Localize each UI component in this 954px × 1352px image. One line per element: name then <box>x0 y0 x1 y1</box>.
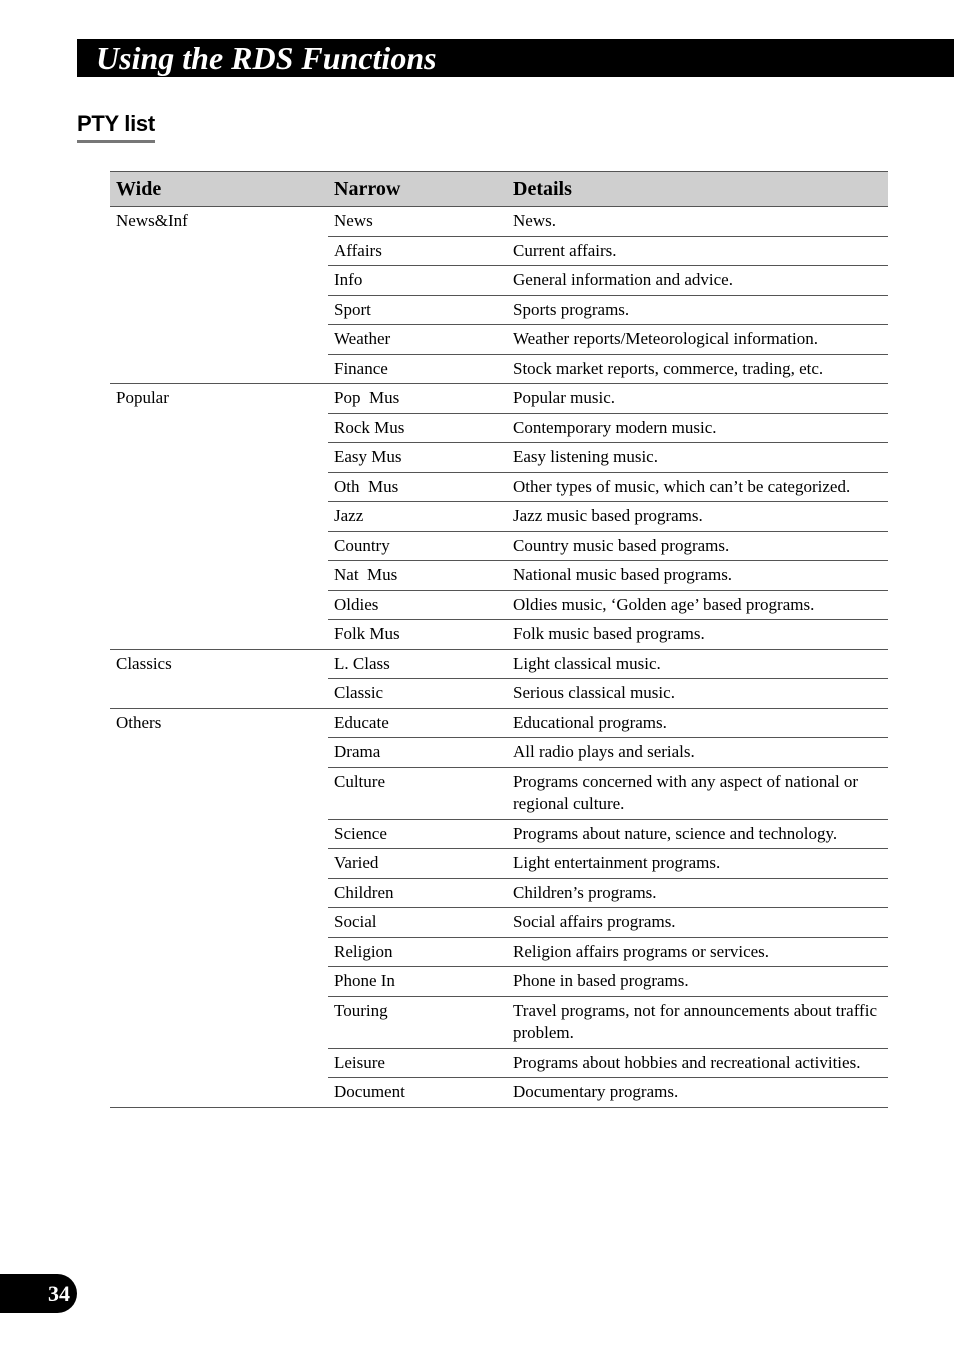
cell-narrow: Rock Mus <box>328 413 507 443</box>
cell-details: Educational programs. <box>507 708 888 738</box>
cell-wide <box>110 878 328 908</box>
cell-details: Oldies music, ‘Golden age’ based programs. <box>507 590 888 620</box>
cell-narrow: Drama <box>328 738 507 768</box>
cell-details: Programs about hobbies and recreational activities. <box>507 1048 888 1078</box>
cell-wide <box>110 590 328 620</box>
cell-details: Travel programs, not for announcements about traffic problem. <box>507 996 888 1048</box>
page-number-tab <box>0 1274 77 1313</box>
cell-details: Sports programs. <box>507 295 888 325</box>
cell-wide <box>110 1078 328 1108</box>
cell-narrow: Folk Mus <box>328 620 507 650</box>
cell-details: Folk music based programs. <box>507 620 888 650</box>
table-row <box>110 878 888 908</box>
cell-narrow: Science <box>328 819 507 849</box>
cell-details: Documentary programs. <box>507 1078 888 1108</box>
table-header-row <box>110 172 888 207</box>
cell-narrow: Finance <box>328 354 507 384</box>
cell-narrow: Classic <box>328 679 507 709</box>
table-row <box>110 767 888 819</box>
section-heading: PTY list <box>77 111 155 136</box>
cell-wide <box>110 967 328 997</box>
cell-wide <box>110 295 328 325</box>
cell-wide <box>110 413 328 443</box>
cell-narrow: Oldies <box>328 590 507 620</box>
cell-narrow: Phone In <box>328 967 507 997</box>
chapter-title: Using the RDS Functions <box>96 40 437 76</box>
cell-details: Serious classical music. <box>507 679 888 709</box>
cell-wide <box>110 472 328 502</box>
table-row <box>110 472 888 502</box>
cell-wide <box>110 531 328 561</box>
table-row <box>110 819 888 849</box>
table-row <box>110 967 888 997</box>
cell-wide <box>110 354 328 384</box>
cell-details: Jazz music based programs. <box>507 502 888 532</box>
cell-details: Easy listening music. <box>507 443 888 473</box>
table-row <box>110 620 888 650</box>
cell-narrow: Affairs <box>328 236 507 266</box>
cell-details: Current affairs. <box>507 236 888 266</box>
table-row <box>110 236 888 266</box>
cell-narrow: Culture <box>328 767 507 819</box>
cell-details: Children’s programs. <box>507 878 888 908</box>
cell-narrow: Leisure <box>328 1048 507 1078</box>
cell-wide <box>110 819 328 849</box>
cell-details: Programs about nature, science and technology. <box>507 819 888 849</box>
cell-details: Light classical music. <box>507 649 888 679</box>
table-row <box>110 649 888 679</box>
table-row <box>110 1078 888 1108</box>
cell-wide <box>110 561 328 591</box>
cell-wide <box>110 908 328 938</box>
pty-table <box>110 171 888 1108</box>
table-row <box>110 413 888 443</box>
cell-details: Country music based programs. <box>507 531 888 561</box>
table-row <box>110 679 888 709</box>
section-heading-underline <box>77 140 155 143</box>
table-row <box>110 443 888 473</box>
cell-wide <box>110 502 328 532</box>
table-row <box>110 1048 888 1078</box>
table-row <box>110 996 888 1048</box>
column-header-wide: Wide <box>110 172 328 207</box>
cell-narrow: Easy Mus <box>328 443 507 473</box>
cell-wide: Popular <box>116 388 169 407</box>
cell-details: All radio plays and serials. <box>507 738 888 768</box>
table-row <box>110 384 888 414</box>
cell-details: Light entertainment programs. <box>507 849 888 879</box>
cell-wide <box>110 767 328 819</box>
table-row <box>110 354 888 384</box>
table-row <box>110 531 888 561</box>
cell-narrow: Oth Mus <box>328 472 507 502</box>
table-row <box>110 207 888 237</box>
cell-wide <box>110 443 328 473</box>
table-row <box>110 708 888 738</box>
cell-wide <box>110 849 328 879</box>
cell-narrow: Varied <box>328 849 507 879</box>
cell-narrow: News <box>328 207 507 237</box>
cell-wide <box>110 620 328 650</box>
cell-wide <box>110 738 328 768</box>
cell-narrow: Sport <box>328 295 507 325</box>
cell-details: General information and advice. <box>507 266 888 296</box>
cell-details: Phone in based programs. <box>507 967 888 997</box>
cell-narrow: Educate <box>328 708 507 738</box>
table-row <box>110 295 888 325</box>
cell-details: National music based programs. <box>507 561 888 591</box>
cell-wide <box>110 996 328 1048</box>
cell-details: Weather reports/Meteorological information. <box>507 325 888 355</box>
cell-narrow: L. Class <box>328 649 507 679</box>
table-row <box>110 561 888 591</box>
column-header-narrow: Narrow <box>328 172 507 207</box>
cell-narrow: Jazz <box>328 502 507 532</box>
cell-narrow: Pop Mus <box>328 384 507 414</box>
cell-details: News. <box>507 207 888 237</box>
cell-details: Contemporary modern music. <box>507 413 888 443</box>
cell-wide: News&Inf <box>116 211 188 230</box>
cell-narrow: Document <box>328 1078 507 1108</box>
cell-details: Popular music. <box>507 384 888 414</box>
cell-narrow: Children <box>328 878 507 908</box>
cell-wide <box>110 1048 328 1078</box>
cell-narrow: Country <box>328 531 507 561</box>
cell-wide <box>110 937 328 967</box>
cell-details: Social affairs programs. <box>507 908 888 938</box>
cell-narrow: Religion <box>328 937 507 967</box>
column-header-details: Details <box>507 172 888 207</box>
table-row <box>110 738 888 768</box>
table-row <box>110 937 888 967</box>
cell-details: Programs concerned with any aspect of national or regional culture. <box>507 767 888 819</box>
cell-narrow: Nat Mus <box>328 561 507 591</box>
cell-narrow: Info <box>328 266 507 296</box>
page-number: 34 <box>48 1281 70 1306</box>
table-row <box>110 908 888 938</box>
table-row <box>110 502 888 532</box>
table-row <box>110 266 888 296</box>
cell-wide: Classics <box>116 653 172 673</box>
table-row <box>110 590 888 620</box>
cell-narrow: Social <box>328 908 507 938</box>
cell-narrow: Touring <box>328 996 507 1048</box>
cell-narrow: Weather <box>328 325 507 355</box>
cell-wide <box>110 679 328 709</box>
cell-details: Stock market reports, commerce, trading, etc. <box>507 354 888 384</box>
table-row <box>110 325 888 355</box>
table-row <box>110 849 888 879</box>
cell-wide <box>110 325 328 355</box>
chapter-title-bar <box>77 39 954 77</box>
table-body <box>110 207 888 1108</box>
cell-wide <box>110 266 328 296</box>
cell-wide <box>110 236 328 266</box>
cell-wide: Others <box>116 712 162 732</box>
cell-details: Religion affairs programs or services. <box>507 937 888 967</box>
cell-details: Other types of music, which can’t be categorized. <box>507 472 888 502</box>
